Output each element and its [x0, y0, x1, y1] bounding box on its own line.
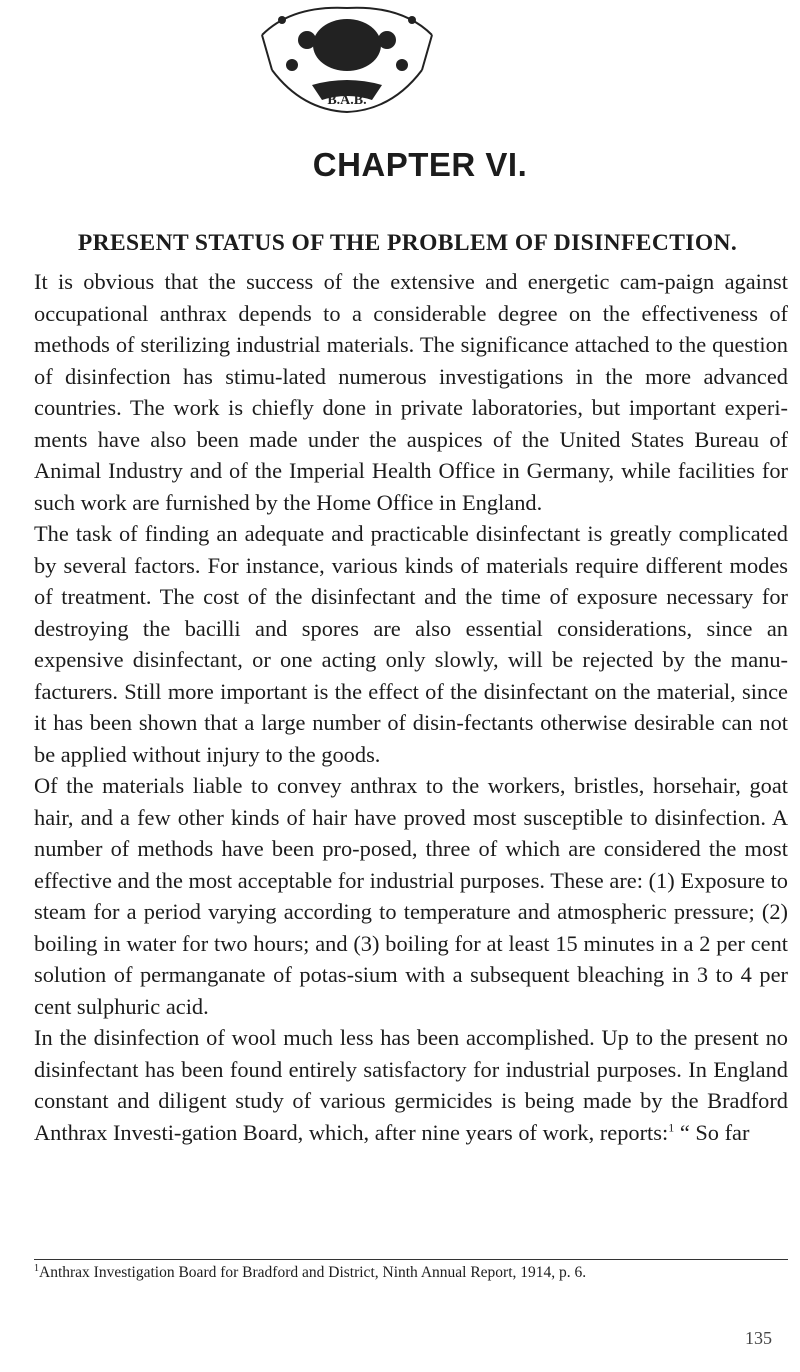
paragraph-3: Of the materials liable to convey anthrax to the workers, bristles, horsehair, goat hair, and a few other kinds of hair have proved most susceptible to disinfection. A number of methods have been pro-posed, three of which are considered the most effective and the most acceptable for industrial purposes. These are: (1) Exposure to steam for a period varying according to temperature and atmospheric pressure; (2) boiling in water for two hours; and (3) boiling for at least 15 minutes in a 2 per cent solution of permanganate of potas-sium with a subsequent bleaching in 3 to 4 per cent sulphuric acid.: [34, 773, 788, 1019]
chapter-heading: CHAPTER VI.: [312, 146, 528, 183]
footnote-rule: [34, 1259, 788, 1260]
svg-text:B.A.B.: B.A.B.: [327, 93, 367, 108]
footnote-reference: 1: [668, 1120, 675, 1135]
footnote: [34, 1262, 788, 1283]
footnote-text: Anthrax Investigation Board for Bradford and District, Ninth Annual Report, 1914, p. 6.: [39, 1264, 587, 1281]
footnote-marker: 1: [34, 1262, 39, 1274]
paragraph-4: [34, 1022, 788, 1148]
body-text: [34, 266, 788, 1148]
paragraph-2: The task of finding an adequate and practicable disinfectant is greatly complicated by several factors. For instance, various kinds of materials require different modes of treatment. The cost of the disinfectant and the time of exposure necessary for destroying the bacilli and spores are also essential considerations, since an expensive disinfectant, or one acting only slowly, will be rejected by the manu-facturers. Still more important is the effect of the disinfectant on the material, since it has been shown that a large number of disin-fectants otherwise desirable can not be applied without injury to the goods.: [34, 521, 788, 767]
paragraph-4-tail: “ So far: [674, 1119, 750, 1145]
chapter-ornament: [252, 0, 442, 120]
paragraph-1: It is obvious that the success of the extensive and energetic cam-paign against occupational anthrax depends to a considerable degree on the effectiveness of methods of sterilizing industrial materials. The significance attached to the question of disinfection has stimu-lated numerous investigations in the more advanced countries. The work is chiefly done in private laboratories, but important experi-ments have also been made under the auspices of the United States Bureau of Animal Industry and of the Imperial Health Office in Germany, while facilities for such work are furnished by the Home Office in England.: [34, 269, 788, 515]
section-title: PRESENT STATUS OF THE PROBLEM OF DISINFECTION.: [77, 230, 738, 256]
page-number: 135: [745, 1328, 772, 1348]
paragraph-4-text: In the disinfection of wool much less has been accomplished. Up to the present no disinfectant has been found entirely satisfactory for industrial purposes. In England constant and diligent study of various germicides is being made by the Bradford Anthrax Investi-gation Board, which, after nine years of work, reports:: [34, 1025, 788, 1145]
